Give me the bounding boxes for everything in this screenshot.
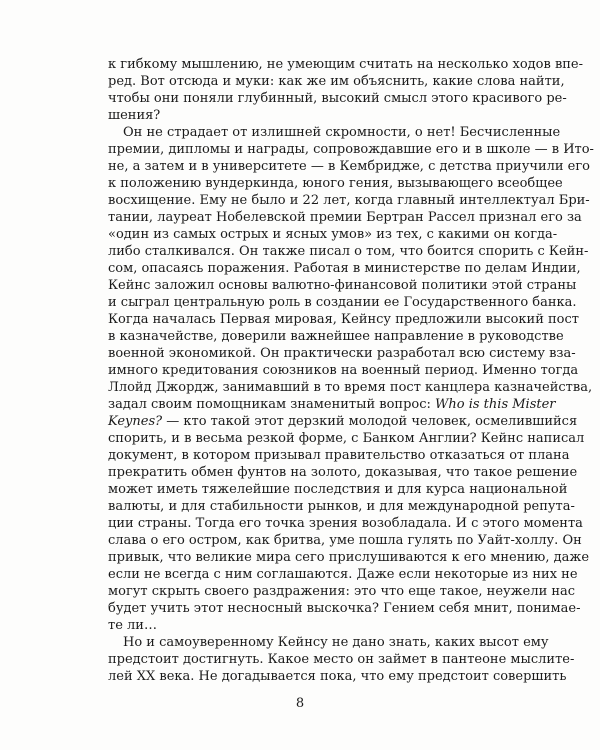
page-number: 8 bbox=[295, 696, 305, 711]
text-line: Ллойд Джордж, занимавший в то время пост канцлера казначейства, bbox=[108, 380, 593, 395]
text-line: слава о его остром, как бритва, уме пошла гулять по Уайт-холлу. Он bbox=[108, 533, 582, 548]
text-line: привык, что великие мира сего прислушиваются к его мнению, даже bbox=[108, 550, 590, 565]
paragraph-start-line: Он не страдает от излишней скромности, о нет! Бесчисленные bbox=[123, 125, 561, 140]
text-line: прекратить обмен фунтов на золото, доказывая, что такое решение bbox=[108, 465, 578, 480]
text-line: в казначействе, доверили важнейшее направление в руководстве bbox=[108, 329, 564, 344]
text-line: ред. Вот отсюда и муки: как же им объяснить, какие слова найти, bbox=[108, 74, 565, 89]
text-line: Когда началась Первая мировая, Кейнсу предложили высокий пост bbox=[108, 312, 579, 327]
text-line: «один из самых острых и ясных умов» из тех, с какими он когда- bbox=[108, 227, 558, 242]
text-line: те ли… bbox=[108, 618, 157, 633]
text-line: премии, дипломы и награды, сопровождавшие его и в школе — в Ито- bbox=[108, 142, 594, 157]
text-line: и сыграл центральную роль в создании ее Государственного банка. bbox=[108, 295, 577, 310]
body-text bbox=[108, 56, 594, 685]
text-line: будет учить этот несносный выскочка? Гением себя мнит, понимае- bbox=[108, 601, 581, 616]
text-line: шения? bbox=[108, 108, 161, 123]
text-line: имного кредитования союзников на военный период. Именно тогда bbox=[108, 363, 579, 378]
text-line: военной экономикой. Он практически разработал всю систему вза- bbox=[108, 346, 576, 361]
text-line: либо сталкивался. Он также писал о том, что боится спорить с Кейн- bbox=[108, 244, 589, 259]
text-line: тании, лауреат Нобелевской премии Бертран Рассел признал его за bbox=[108, 210, 582, 225]
text-line: чтобы они поняли глубинный, высокий смысл этого красивого ре- bbox=[108, 91, 567, 106]
text-line bbox=[108, 396, 556, 413]
text-line: валюты, и для стабильности рынков, и для международной репута- bbox=[108, 499, 575, 514]
text-run: задал своим помощникам знаменитый вопрос: bbox=[108, 397, 431, 412]
text-line: спорить, и в весьма резкой форме, с Банком Англии? Кейнс написал bbox=[108, 431, 585, 446]
paragraph-start-line: Но и самоуверенному Кейнсу не дано знать, каких высот ему bbox=[123, 635, 549, 650]
text-line: может иметь тяжелейшие последствия и для курса национальной bbox=[108, 482, 568, 497]
text-line: Кейнс заложил основы валютно-финансовой политики этой страны bbox=[108, 278, 577, 293]
text-line: не, а затем и в университете — в Кембридже, с детства приучили его bbox=[108, 159, 590, 174]
text-line: могут скрыть своего раздражения: это что еще такое, неужели нас bbox=[108, 584, 576, 599]
text-line: к гибкому мышлению, не умеющим считать на несколько ходов впе- bbox=[108, 57, 584, 72]
text-line: если не всегда с ним соглашаются. Даже если некоторые из них не bbox=[108, 567, 578, 582]
text-line bbox=[108, 413, 578, 430]
text-line: восхищение. Ему не было и 22 лет, когда главный интеллектуал Бри- bbox=[108, 193, 590, 208]
text-line: сом, опасаясь поражения. Работая в министерстве по делам Индии, bbox=[108, 261, 581, 276]
italic-text-run: Keynes? bbox=[108, 414, 163, 429]
text-line: лей XX века. Не догадывается пока, что ему предстоит совершить bbox=[108, 669, 567, 684]
text-line: к положению вундеркинда, юного гения, вызывающего всеобщее bbox=[108, 176, 563, 191]
italic-text-run: Who is this Mister bbox=[435, 397, 556, 412]
text-run: — кто такой этот дерзкий молодой человек, осмелившийся bbox=[166, 414, 578, 429]
text-line: документ, в котором призывал правительство отказаться от плана bbox=[108, 448, 570, 463]
text-line: предстоит достигнуть. Какое место он займет в пантеоне мыслите- bbox=[108, 652, 575, 667]
text-line: ции страны. Тогда его точка зрения возобладала. И с этого момента bbox=[108, 516, 583, 531]
